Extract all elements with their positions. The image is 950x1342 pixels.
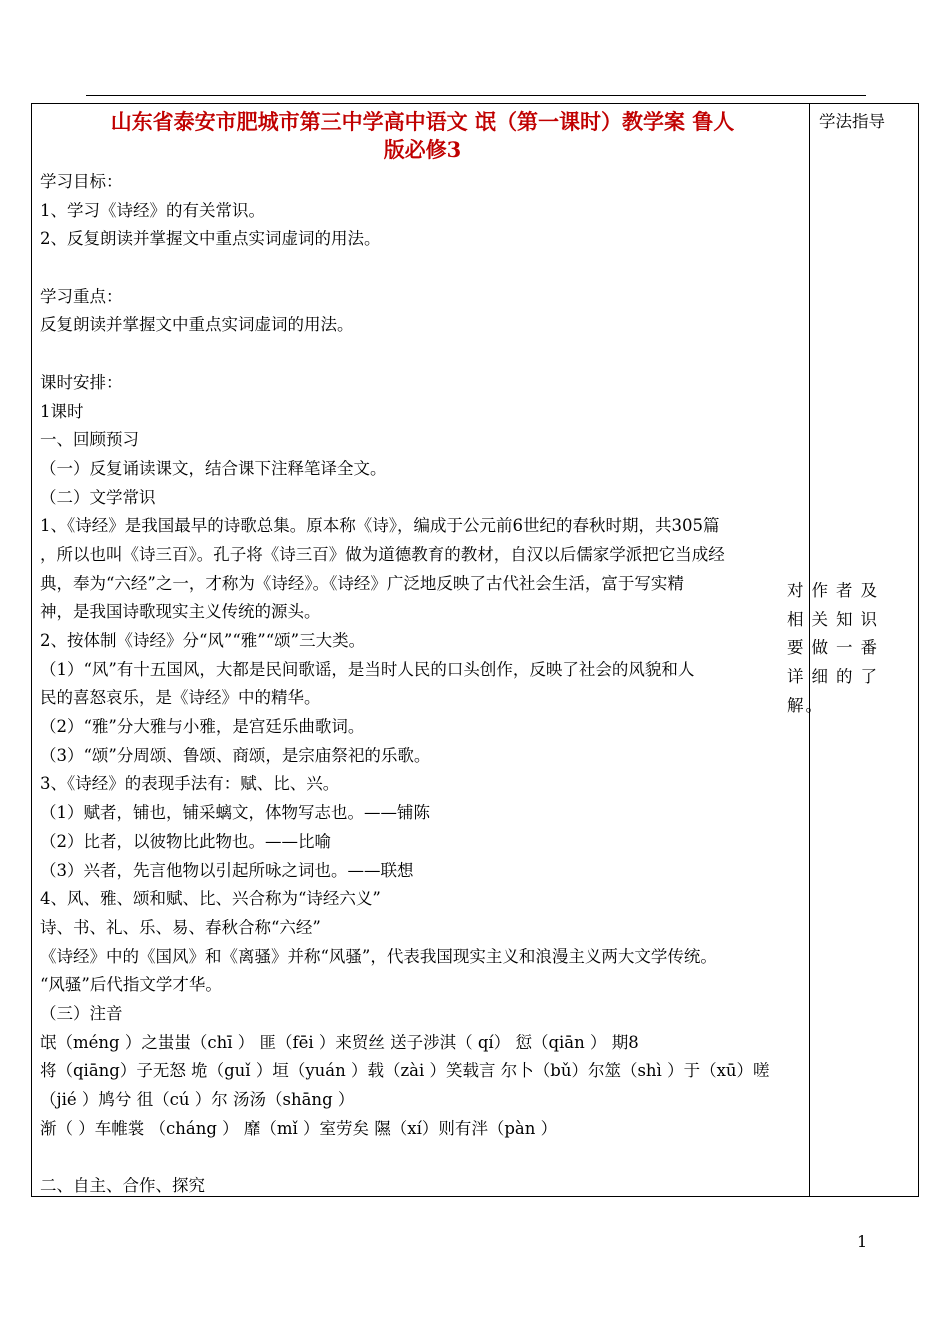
text-line: 4、风、雅、颂和赋、比、兴合称为“诗经六义”: [40, 889, 381, 909]
page-number: 1: [857, 1232, 868, 1251]
text-line: （3）“颂”分周颂、鲁颂、商颂，是宗庙祭祀的乐歌。: [40, 745, 431, 765]
text-line: 2、按体制《诗经》分“风”“雅”“颂”三大类。: [40, 631, 366, 650]
text-line: 3、《诗经》的表现手法有：赋、比、兴。: [40, 774, 340, 794]
main-column: [40, 108, 805, 1201]
text-line: 典，奉为“六经”之一，才称为《诗经》。《诗经》广泛地反映了古代社会生活，富于写实精: [40, 573, 684, 593]
text-line: 神，是我国诗歌现实主义传统的源头。: [40, 602, 321, 622]
text-line: 学习目标：: [40, 172, 123, 191]
text-line: （1）“风”有十五国风，大都是民间歌谣，是当时人民的口头创作，反映了社会的风貌和人: [40, 659, 695, 679]
blank-line: [40, 340, 805, 369]
text-line: （2）“雅”分大雅与小雅，是宫廷乐曲歌词。: [40, 717, 365, 737]
blank-line: [40, 254, 805, 283]
blank-line: [40, 1143, 805, 1172]
text-line: （一）反复诵读课文，结合课下注释笔译全文。: [40, 458, 387, 478]
text-line: 2、反复朗读并掌握文中重点实词虚词的用法。: [40, 229, 381, 249]
text-line: 渐（ ）车帷裳 （cháng ） 靡（mǐ ）室劳矣 隰（xí）则有泮（pàn ）: [40, 1118, 558, 1138]
text-line: （三）注音: [40, 1003, 123, 1023]
text-line: 民的喜怒哀乐，是《诗经》中的精华。: [40, 688, 321, 708]
text-line: （2）比者，以彼物比此物也。——比喻: [40, 831, 331, 851]
text-line: “风骚”后代指文学才华。: [40, 975, 222, 995]
title-line-2: 版必修3: [383, 137, 462, 162]
header-rule: [86, 95, 866, 96]
text-line: 将（qiāng）子无怒 垝（guǐ ）垣（yuán ）载（zài ）笑载言 尔卜（bǔ）尔筮（shì ）于（xū）嗟: [40, 1061, 770, 1081]
title-line-1: 山东省泰安市肥城市第三中学高中语文 氓（第一课时）教学案 鲁人: [110, 109, 735, 134]
side-heading: 学法指导: [819, 112, 885, 131]
text-line: 二、自主、合作、探究: [40, 1176, 205, 1196]
side-column: [819, 108, 909, 136]
text-line: 反复朗读并掌握文中重点实词虚词的用法。: [40, 315, 354, 335]
text-line: （二）文学常识: [40, 487, 156, 507]
text-line: 1、《诗经》是我国最早的诗歌总集。原本称《诗》，编成于公元前6世纪的春秋时期，共305篇: [40, 516, 720, 536]
text-line: 氓（méng ）之蚩蚩（chī ） 匪（fēi ）来贸丝 送子涉淇（ qí） 愆（qiān ） 期8: [40, 1032, 639, 1052]
text-line: （3）兴者，先言他物以引起所咏之词也。——联想: [40, 860, 414, 880]
text-line: （1）赋者，铺也，铺采螭文，体物写志也。——铺陈: [40, 803, 430, 823]
lesson-body: [40, 168, 805, 1201]
text-line: 一、回顾预习: [40, 430, 139, 450]
text-line: 《诗经》中的《国风》和《离骚》并称“风骚”，代表我国现实主义和浪漫主义两大文学传统。: [40, 946, 717, 966]
text-line: 学习重点：: [40, 286, 123, 306]
side-note: 对作者及相关知识要做一番详细的了解。: [787, 581, 879, 715]
lesson-table: [31, 103, 919, 1197]
text-line: 1、学习《诗经》的有关常识。: [40, 200, 265, 220]
text-line: 1课时: [40, 401, 84, 421]
document-title: [40, 108, 805, 164]
text-line: ，所以也叫《诗三百》。孔子将《诗三百》做为道德教育的教材，自汉以后儒家学派把它当成经: [40, 544, 725, 564]
text-line: 课时安排：: [40, 372, 123, 392]
text-line: 诗、书、礼、乐、易、春秋合称“六经”: [40, 917, 321, 937]
text-line: （jié ）鸠兮 徂（cú ）尔 汤汤（shāng ）: [40, 1090, 355, 1109]
